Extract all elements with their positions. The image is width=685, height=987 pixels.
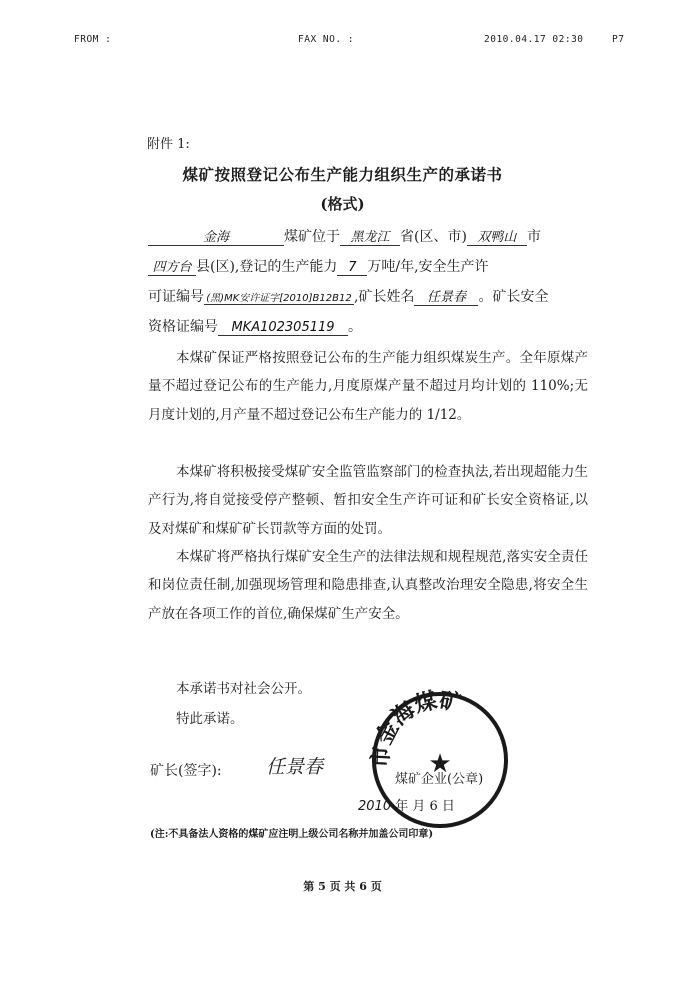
date-handwritten: 2010 xyxy=(358,799,392,814)
form-text: 可证编号 xyxy=(148,289,204,305)
form-text: 市 xyxy=(526,229,541,245)
document-title: 煤矿按照登记公布生产能力组织生产的承诺书 xyxy=(182,165,503,184)
document-subtitle: (格式) xyxy=(320,195,365,213)
paragraph-enforcement: 本煤矿将积极接受煤矿安全监管监察部门的检查执法,若出现超能力生产行为,将自觉接受停产整顿、暂扣安全生产许可证和矿长安全资格证,以及对煤矿和煤矿矿长罚款等方面的处罚。 xyxy=(148,464,588,537)
certificate-number-field: MKA102305119 xyxy=(218,320,348,336)
fax-page: P7 xyxy=(612,34,625,45)
closing-statement: 特此承诺。 xyxy=(176,711,244,727)
page-number: 第 5 页 共 6 页 xyxy=(303,880,382,893)
attachment-label: 附件 1: xyxy=(147,137,190,152)
paragraph-capacity: 本煤矿保证严格按照登记公布的生产能力组织煤炭生产。全年原煤产量不超过登记公布的生产能力,月度原煤产量不超过月均计划的 110%;无月度计划的,月产量不超过登记公布生产能力的 1/12。 xyxy=(148,350,588,423)
paragraph-safety: 本煤矿将严格执行煤矿安全生产的法律法规和规程规范,落实安全责任和岗位责任制,加强现场管理和隐患排查,认真整改治理安全隐患,将安全生产放在各项工作的首位,确保煤矿生产安全。 xyxy=(148,549,588,622)
form-text: ,矿长姓名 xyxy=(354,289,415,305)
city-field: 双鸭山 xyxy=(467,226,527,246)
manager-name-field: 任景春 xyxy=(414,286,478,306)
form-text: 资格证编号 xyxy=(148,319,218,335)
county-field: 四方台 xyxy=(148,256,196,276)
enterprise-seal-label: 煤矿企业(公章) xyxy=(395,772,484,787)
form-text: 县(区),登记的生产能力 xyxy=(196,259,338,275)
capacity-field: 7 xyxy=(337,260,367,276)
date-printed: 年 月 6 日 xyxy=(395,799,455,814)
fax-datetime: 2010.04.17 02:30 xyxy=(484,34,584,45)
svg-text:★: ★ xyxy=(428,749,452,779)
form-text: 。 xyxy=(348,319,362,335)
form-line-4 xyxy=(148,316,362,336)
form-line-1 xyxy=(148,226,541,246)
fax-from: FROM : xyxy=(74,34,112,45)
signature-date xyxy=(358,795,455,814)
form-text: 。矿长安全 xyxy=(478,289,549,305)
fax-number: FAX NO. : xyxy=(298,34,354,45)
form-line-3 xyxy=(148,286,548,306)
form-text: 煤矿位于 xyxy=(284,229,340,245)
form-line-2 xyxy=(148,256,489,276)
province-field: 黑龙江 xyxy=(340,226,400,246)
handwritten-signature: 任景春 xyxy=(266,756,324,778)
signature-label: 矿长(签字): xyxy=(150,763,222,779)
form-text: 省(区、市) xyxy=(400,229,467,245)
seal-text: 市金海煤矿 xyxy=(368,688,464,769)
footnote: (注:不具备法人资格的煤矿应注明上级公司名称并加盖公司印章) xyxy=(150,829,434,840)
form-text: 万吨/年,安全生产许 xyxy=(367,259,489,275)
public-statement: 本承诺书对社会公开。 xyxy=(176,681,311,697)
mine-name-field: 金海 xyxy=(148,226,284,246)
license-number-field: (黑)MK安许证字[2010]B12B12 xyxy=(204,289,354,305)
